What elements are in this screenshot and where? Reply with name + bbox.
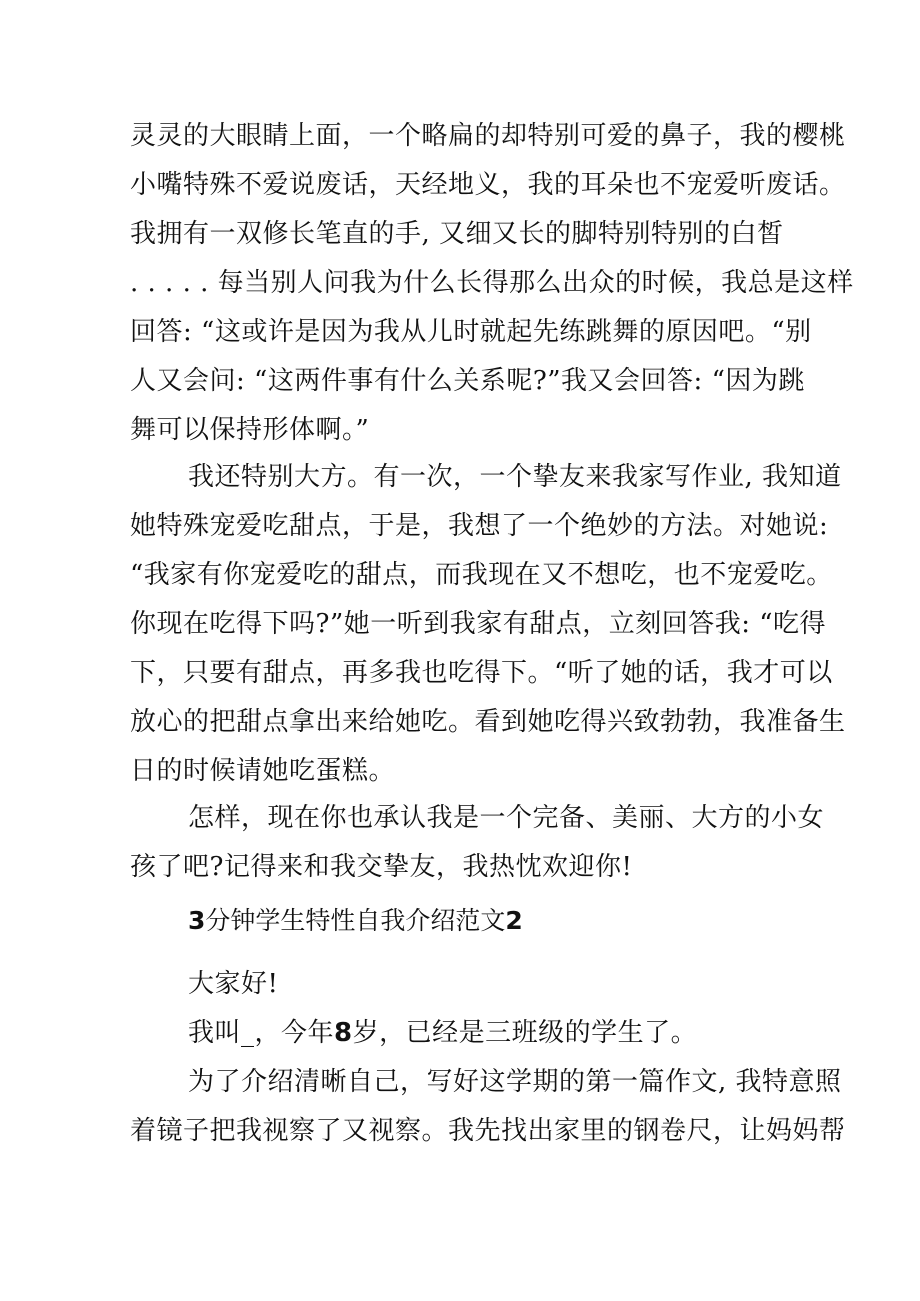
paragraph-line: 回答: “这或许是因为我从儿时就起先练跳舞的原因吧。“别: [130, 317, 812, 347]
paragraph-line: 为了介绍清晰自己，写好这学期的第一篇作文, 我特意照: [188, 1067, 842, 1097]
paragraph-line: 灵灵的大眼睛上面，一个略扁的却特别可爱的鼻子，我的樱桃: [130, 121, 846, 151]
paragraph-line: 着镜子把我视察了又视察。我先找出家里的钢卷尺，让妈妈帮: [130, 1116, 846, 1146]
paragraph-line: 日的时候请她吃蛋糕。: [130, 756, 396, 786]
paragraph-line: 放心的把甜点拿出来给她吃。看到她吃得兴致勃勃，我准备生: [130, 707, 846, 737]
section-heading: [188, 906, 523, 936]
paragraph-line: 我拥有一双修长笔直的手, 又细又长的脚特别特别的白皙: [130, 219, 784, 249]
paragraph-line: 人又会问: “这两件事有什么关系呢?”我又会回答: “因为跳: [130, 366, 805, 396]
paragraph-line: 我还特别大方。有一次，一个挚友来我家写作业, 我知道: [188, 462, 842, 492]
paragraph-line: 怎样，现在你也承认我是一个完备、美丽、大方的小女: [188, 803, 825, 833]
paragraph-line: 小嘴特殊不爱说废话，天经地义，我的耳朵也不宠爱听废话。: [130, 170, 846, 200]
paragraph-line: . . . . . 每当别人问我为什么长得那么出众的时候，我总是这样: [130, 268, 854, 298]
paragraph-line: 孩了吧?记得来和我交挚友，我热忱欢迎你!: [130, 852, 633, 882]
heading-text: 分钟学生特性自我介绍范文: [205, 906, 506, 935]
paragraph-line: 她特殊宠爱吃甜点，于是，我想了一个绝妙的方法。对她说:: [130, 511, 829, 541]
intro-after: 岁，已经是三班级的学生了。: [352, 1018, 698, 1048]
greeting-line: 大家好!: [188, 969, 279, 999]
intro-age: 8: [334, 1018, 353, 1048]
paragraph-line: 舞可以保持形体啊。”: [130, 415, 370, 445]
paragraph-line: “我家有你宠爱吃的甜点，而我现在又不想吃，也不宠爱吃。: [130, 560, 833, 590]
intro-before: 我叫_，今年: [188, 1018, 335, 1048]
intro-line: [188, 1018, 697, 1048]
heading-number: 3: [188, 906, 206, 935]
heading-suffix: 2: [505, 906, 523, 935]
paragraph-line: 你现在吃得下吗?”她一听到我家有甜点，立刻回答我: “吃得: [130, 609, 827, 639]
paragraph-line: 下，只要有甜点，再多我也吃得下。“听了她的话，我才可以: [130, 658, 833, 688]
